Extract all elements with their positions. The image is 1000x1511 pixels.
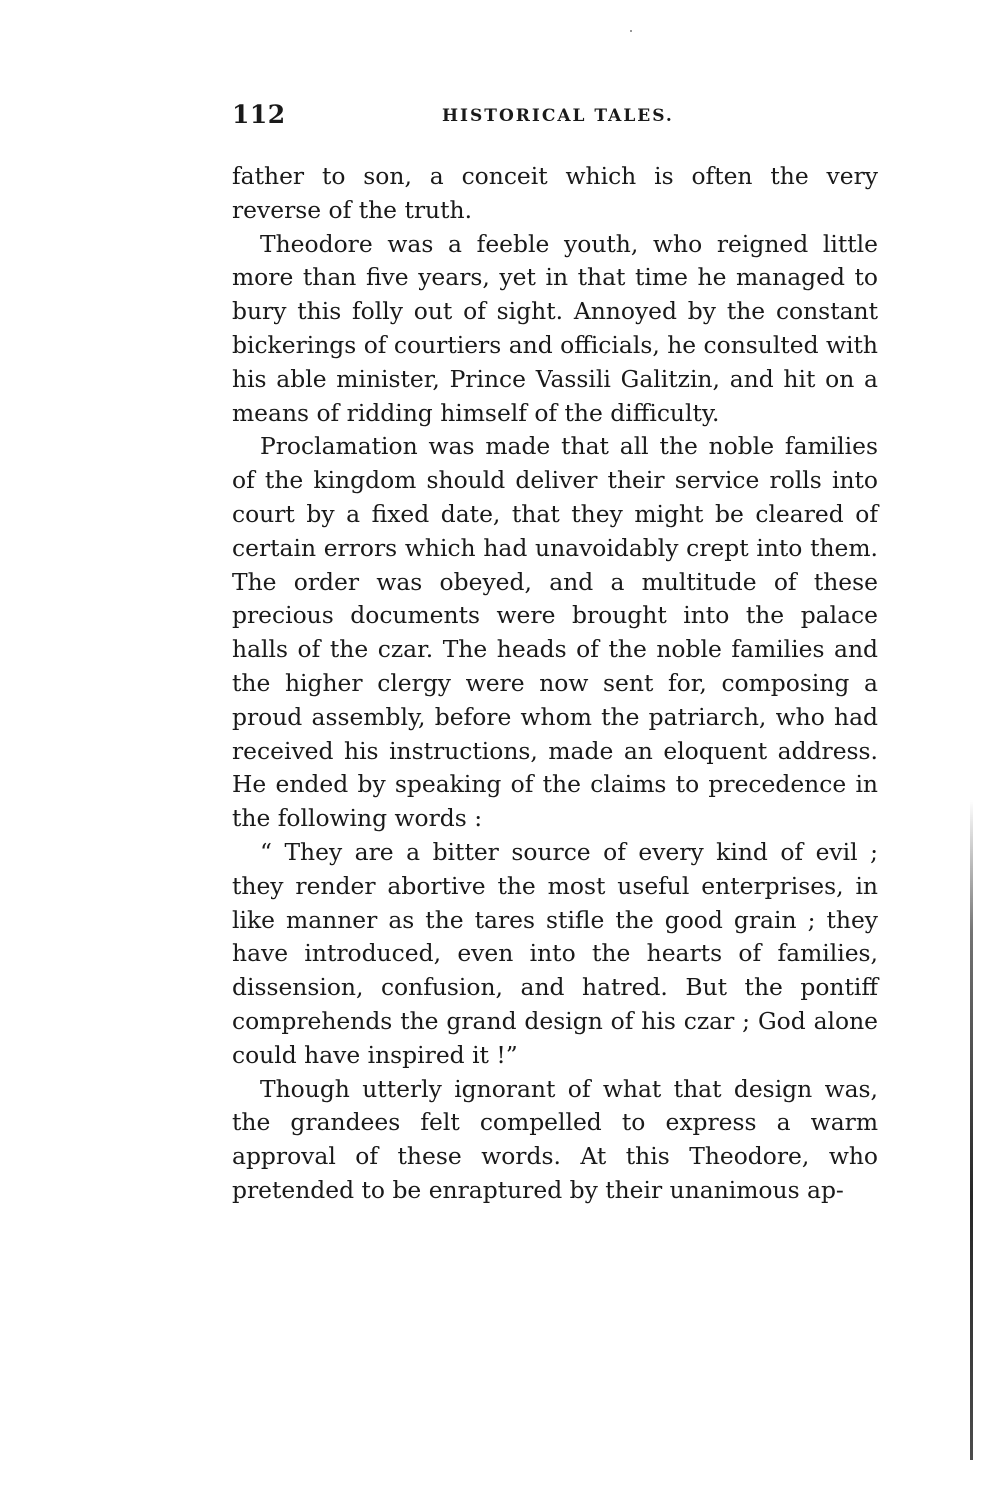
paragraph-5: Though utterly ignorant of what that design was, the grandees felt compelled to express a warm approval of these words. At this Theodore, who pretended to be enraptured by their unanimous ap- xyxy=(232,1074,878,1204)
page-edge-shadow xyxy=(970,800,973,1460)
paragraph-1: father to son, a conceit which is often the very reverse of the truth. xyxy=(232,162,878,224)
paragraph-2: Theodore was a feeble youth, who reigned little more than five years, yet in that time he managed to bury this folly out of sight. Annoyed by the constant bickerings of courtiers and officials, he consulted with his able minister, Prince Vassili Galitzin, and hit on a means of ridding himself of the difficulty. xyxy=(232,229,878,427)
page-number: 112 xyxy=(232,100,286,129)
body-text xyxy=(232,160,878,1208)
page-header xyxy=(232,100,882,134)
paragraph-3: Proclamation was made that all the noble families of the kingdom should deliver their service rolls into court by a fixed date, that they might be cleared of certain errors which had unavoidably crept into them. The order was obeyed, and a multitude of these precious documents were brought into the palace halls of the czar. The heads of the noble families and the higher clergy were now sent for, composing a proud assembly, before whom the patriarch, who had received his instructions, made an eloquent address. He ended by speaking of the claims to precedence in the following words : xyxy=(232,432,878,833)
scan-speck xyxy=(630,30,632,32)
paragraph-4-quotation: “ They are a bitter source of every kind of evil ; they render abortive the most useful enterprises, in like manner as the tares stifle the good grain ; they have introduced, even into the hearts of families, dissension, confusion, and hatred. But the pontiff comprehends the grand design of his czar ; God alone could have inspired it !” xyxy=(232,837,878,1069)
running-title: HISTORICAL TALES. xyxy=(442,106,674,126)
